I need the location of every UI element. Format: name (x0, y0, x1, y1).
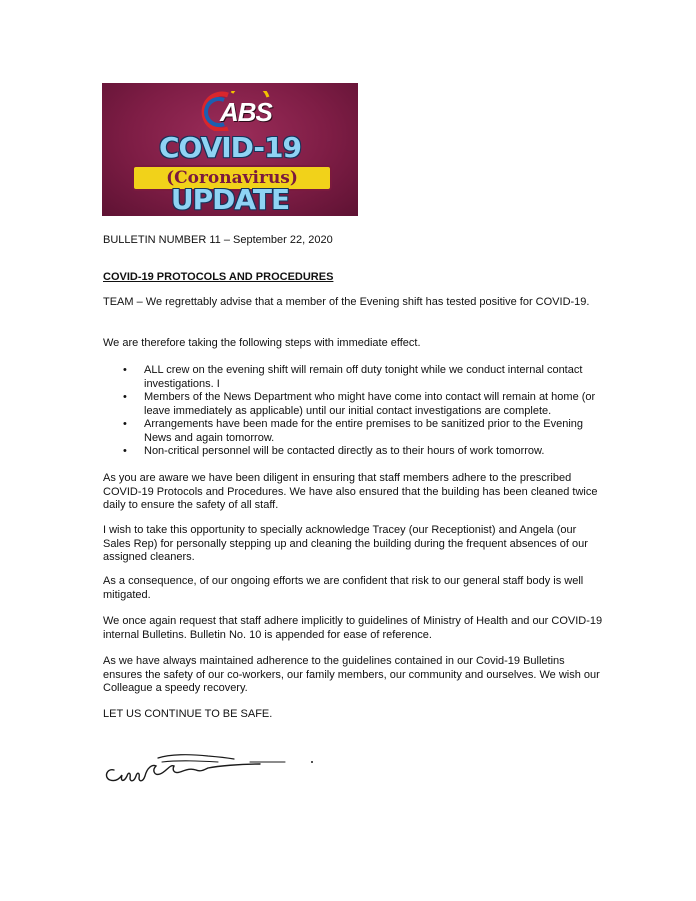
covid-update-banner (102, 83, 358, 216)
banner-title-update: UPDATE (170, 183, 290, 216)
list-item: • Members of the News Department who might have come into contact will remain at home (or leave immediately as applicable) until our initial contact investigations are complete. (123, 391, 596, 417)
banner-title-coronavirus: (Coronavirus) (132, 165, 332, 191)
bullet-icon: • (123, 445, 127, 457)
bullet-icon: • (123, 391, 127, 403)
paragraph-maintained: As we have always maintained adherence to the guidelines contained in our Covid-19 Bulletins ensures the safety of our co-workers, our family members, our community and ourselves. We wish our Colleague a speedy recovery. (103, 655, 600, 694)
logo-text: ABS (220, 97, 272, 127)
paragraph-acknowledge: I wish to take this opportunity to specially acknowledge Tracey (our Receptionist) and Angela (our Sales Rep) for personally stepping up and cleaning the building during the frequent absences of our assigned cleaners. (103, 524, 588, 563)
section-heading: COVID-19 PROTOCOLS AND PROCEDURES (103, 271, 334, 283)
paragraph-steps-intro: We are therefore taking the following steps with immediate effect. (103, 337, 421, 349)
bulletin-number: BULLETIN NUMBER 11 – September 22, 2020 (103, 234, 333, 246)
paragraph-request: We once again request that staff adhere implicitly to guidelines of Ministry of Health and our COVID-19 internal Bulletins. Bulletin No. 10 is appended for ease of reference. (103, 615, 603, 641)
paragraph-team: TEAM – We regrettably advise that a member of the Evening shift has tested positive for COVID-19. (103, 296, 590, 308)
bullet-icon: • (123, 418, 127, 430)
list-item: • Arrangements have been made for the entire premises to be sanitized prior to the Evening News and again tomorrow. (123, 418, 584, 444)
paragraph-consequence: As a consequence, of our ongoing efforts we are confident that risk to our general staff body is well mitigated. (103, 575, 584, 601)
paragraph-diligent: As you are aware we have been diligent in ensuring that staff members adhere to the prescribed COVID-19 Protocols and Procedures. We have also ensured that the building has been cleaned twice daily to ensure the safety of all staff. (103, 472, 598, 511)
bullet-icon: • (123, 364, 127, 376)
signature (100, 742, 330, 792)
list-item: • Non-critical personnel will be contacted directly as to their hours of work tomorrow. (123, 445, 545, 457)
banner-title-covid: COVID-19 (158, 131, 302, 164)
steps-list (103, 364, 603, 459)
list-item: • ALL crew on the evening shift will remain off duty tonight while we conduct internal contact investigations. I (123, 364, 583, 390)
closing-line: LET US CONTINUE TO BE SAFE. (103, 708, 273, 720)
abs-logo (198, 91, 288, 131)
